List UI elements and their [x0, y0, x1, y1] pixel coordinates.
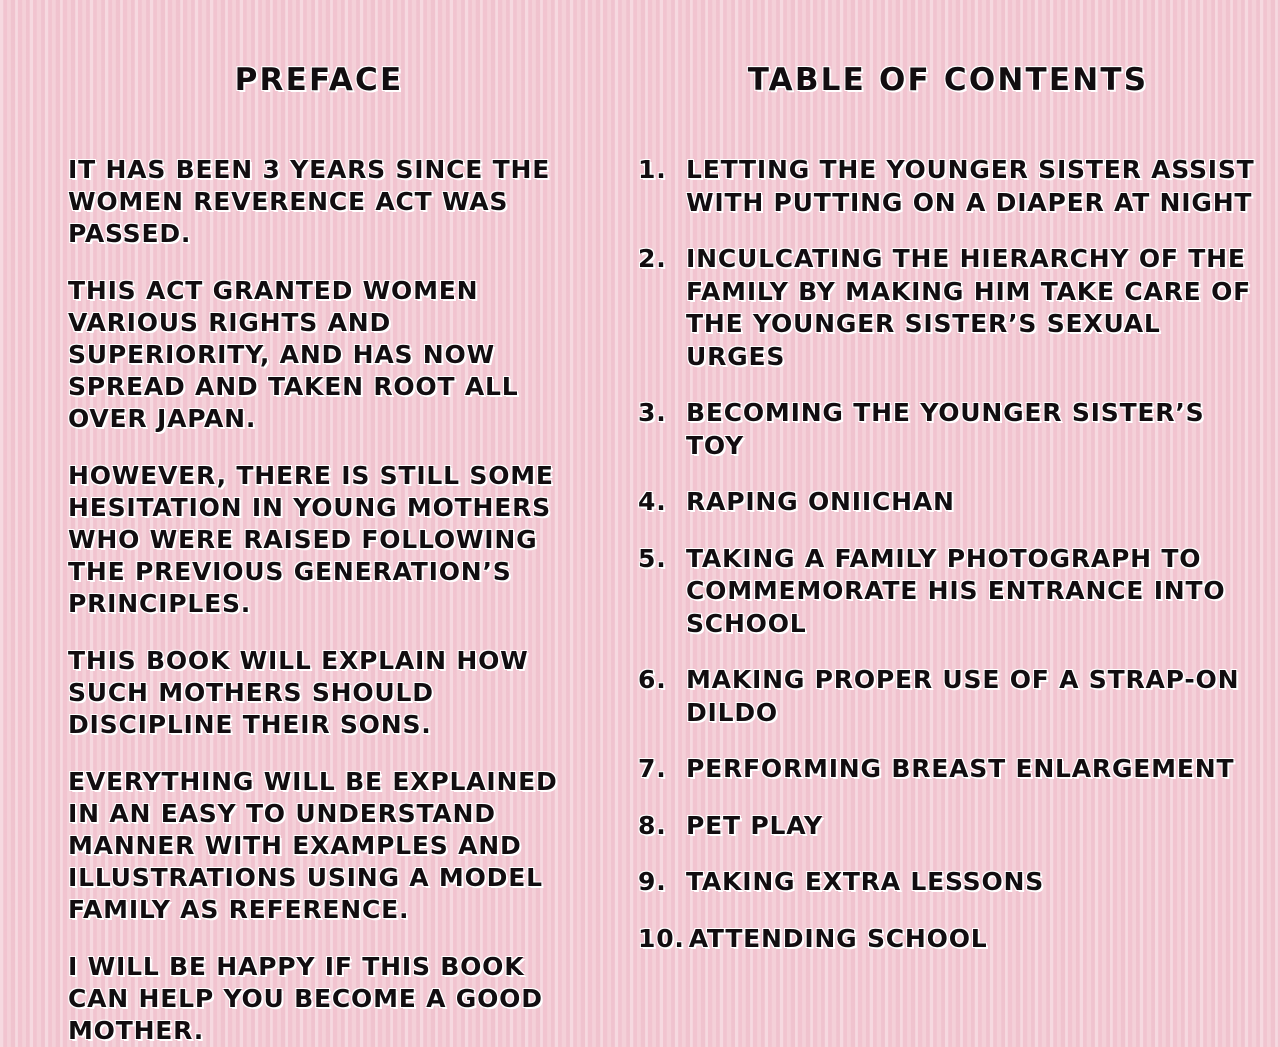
- list-item: [638, 397, 1258, 462]
- list-item-label: PET PLAY: [686, 810, 823, 840]
- list-item-number: 10.: [638, 923, 685, 953]
- preface-heading: PREFACE: [234, 62, 404, 98]
- list-item-label: BECOMING THE YOUNGER SISTER’S TOY: [686, 398, 1205, 460]
- list-item-number: 8.: [638, 810, 667, 840]
- contents-column: [620, 0, 1280, 960]
- list-item-number: 3.: [638, 398, 667, 427]
- preface-paragraph: THIS ACT GRANTED WOMEN VARIOUS RIGHTS AND SUPERIORITY, AND HAS NOW SPREAD AND TAKEN ROOT ALL OVER JAPAN.: [68, 276, 519, 433]
- list-item-number: 5.: [638, 543, 667, 573]
- preface-paragraph: THIS BOOK WILL EXPLAIN HOW SUCH MOTHERS SHOULD DISCIPLINE THEIR SONS.: [68, 646, 529, 739]
- contents-heading: TABLE OF CONTENTS: [747, 62, 1149, 98]
- preface-paragraph: EVERYTHING WILL BE EXPLAINED IN AN EASY TO UNDERSTAND MANNER WITH EXAMPLES AND ILLUSTRATIONS USING A MODEL FAMILY AS REFERENCE.: [68, 767, 558, 924]
- list-item-label: TAKING EXTRA LESSONS: [686, 867, 1045, 896]
- preface-paragraph: HOWEVER, THERE IS STILL SOME HESITATION IN YOUNG MOTHERS WHO WERE RAISED FOLLOWING THE PREVIOUS GENERATION’S PRINCIPLES.: [68, 461, 554, 618]
- list-item-label: PERFORMING BREAST ENLARGEMENT: [686, 754, 1235, 783]
- preface-column: [0, 0, 620, 1045]
- list-item: [638, 154, 1258, 219]
- table-of-contents-list: [638, 154, 1258, 955]
- list-item: [638, 543, 1258, 641]
- list-item-number: 6.: [638, 665, 667, 694]
- list-item: [638, 243, 1258, 373]
- list-item-number: 2.: [638, 244, 667, 273]
- list-item: [638, 664, 1258, 729]
- list-item-number: 7.: [638, 754, 667, 783]
- list-item-label: ATTENDING SCHOOL: [688, 923, 988, 953]
- list-item-label: INCULCATING THE HIERARCHY OF THE FAMILY BY MAKING HIM TAKE CARE OF THE YOUNGER SISTER’S SEXUAL URGES: [686, 244, 1251, 371]
- list-item-label: RAPING ONIICHAN: [686, 487, 955, 516]
- preface-paragraph: I WILL BE HAPPY IF THIS BOOK CAN HELP YOU BECOME A GOOD MOTHER.: [68, 952, 543, 1045]
- list-item: [638, 923, 1258, 956]
- list-item: [638, 866, 1258, 899]
- list-item-number: 9.: [638, 867, 667, 896]
- list-item: [638, 753, 1258, 786]
- list-item: [638, 486, 1258, 519]
- list-item-label: TAKING A FAMILY PHOTOGRAPH TO COMMEMORATE HIS ENTRANCE INTO SCHOOL: [686, 543, 1226, 638]
- preface-paragraph: IT HAS BEEN 3 YEARS SINCE THE WOMEN REVERENCE ACT WAS PASSED.: [68, 155, 551, 248]
- list-item-number: 1.: [638, 155, 667, 184]
- list-item-label: MAKING PROPER USE OF A STRAP-ON DILDO: [686, 665, 1240, 727]
- list-item: [638, 810, 1258, 843]
- list-item-number: 4.: [638, 487, 667, 516]
- list-item-label: LETTING THE YOUNGER SISTER ASSIST WITH PUTTING ON A DIAPER AT NIGHT: [686, 155, 1255, 217]
